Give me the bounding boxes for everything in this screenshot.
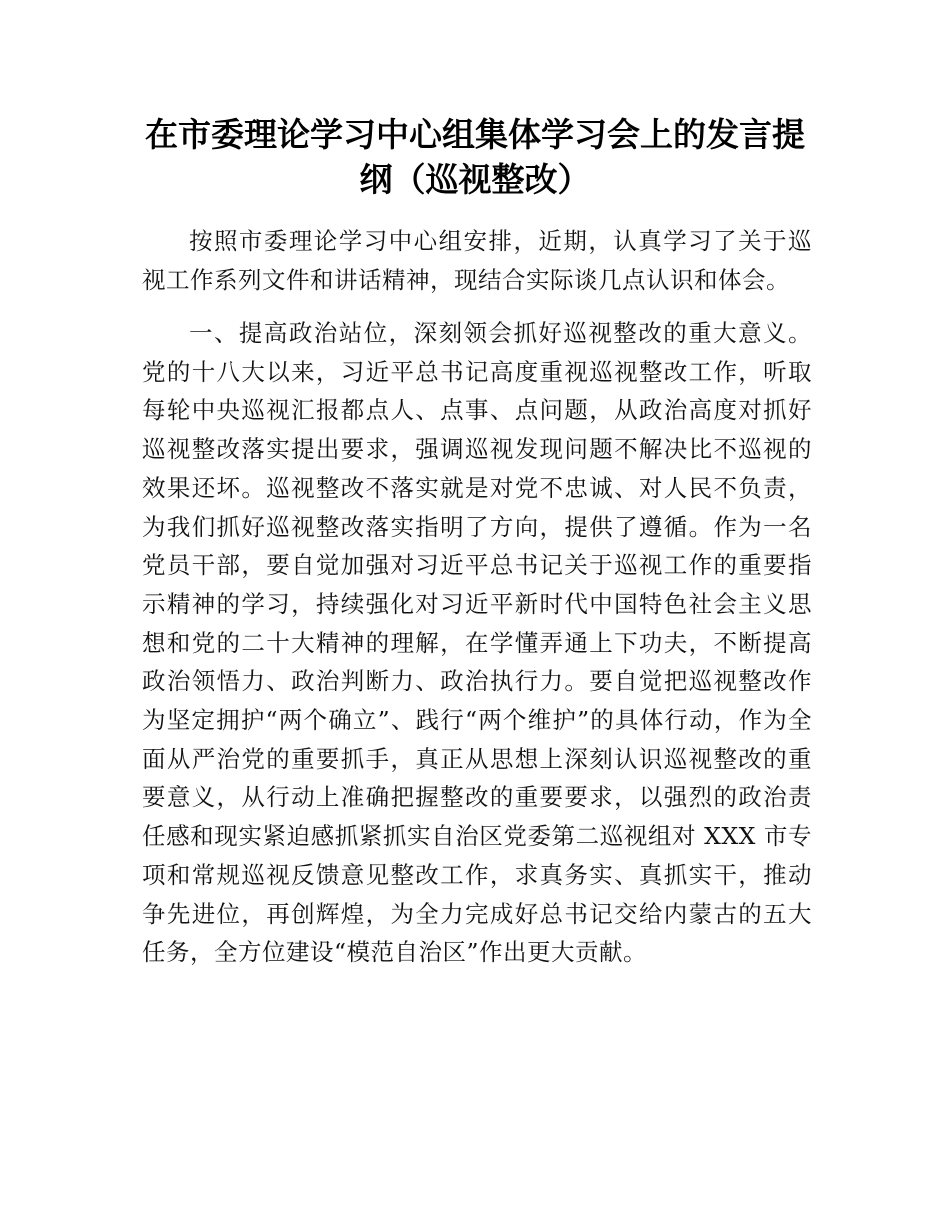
section-one-paragraph: 一、提高政治站位，深刻领会抓好巡视整改的重大意义。党的十八大以来，习近平总书记高度重视巡视整改工作，听取每轮中央巡视汇报都点人、点事、点问题，从政治高度对抓好巡视整改落实提出要求，强调巡视发现问题不解决比不巡视的效果还坏。巡视整改不落实就是对党不忠诚、对人民不负责，为我们抓好巡视整改落实指明了方向，提供了遵循。作为一名党员干部，要自觉加强对习近平总书记关于巡视工作的重要指示精神的学习，持续强化对习近平新时代中国特色社会主义思想和党的二十大精神的理解，在学懂弄通上下功夫，不断提高政治领悟力、政治判断力、政治执行力。要自觉把巡视整改作为坚定拥护“两个确立”、践行“两个维护”的具体行动，作为全面从严治党的重要抓手，真正从思想上深刻认识巡视整改的重要意义，从行动上准确把握整改的重要要求，以强烈的政治责任感和现实紧迫感抓紧抓实自治区党委第二巡视组对 XXX 市专项和常规巡视反馈意见整改工作，求真务实、真抓实干，推动争先进位，再创辉煌，为全力完成好总书记交给内蒙古的五大任务，全方位建设“模范自治区”作出更大贡献。 xyxy=(142,319,812,967)
document-title: 在市委理论学习中心组集体学习会上的发言提纲（巡视整改） xyxy=(145,115,805,199)
intro-paragraph: 按照市委理论学习中心组安排，近期，认真学习了关于巡视工作系列文件和讲话精神，现结合实际谈几点认识和体会。 xyxy=(142,227,812,294)
